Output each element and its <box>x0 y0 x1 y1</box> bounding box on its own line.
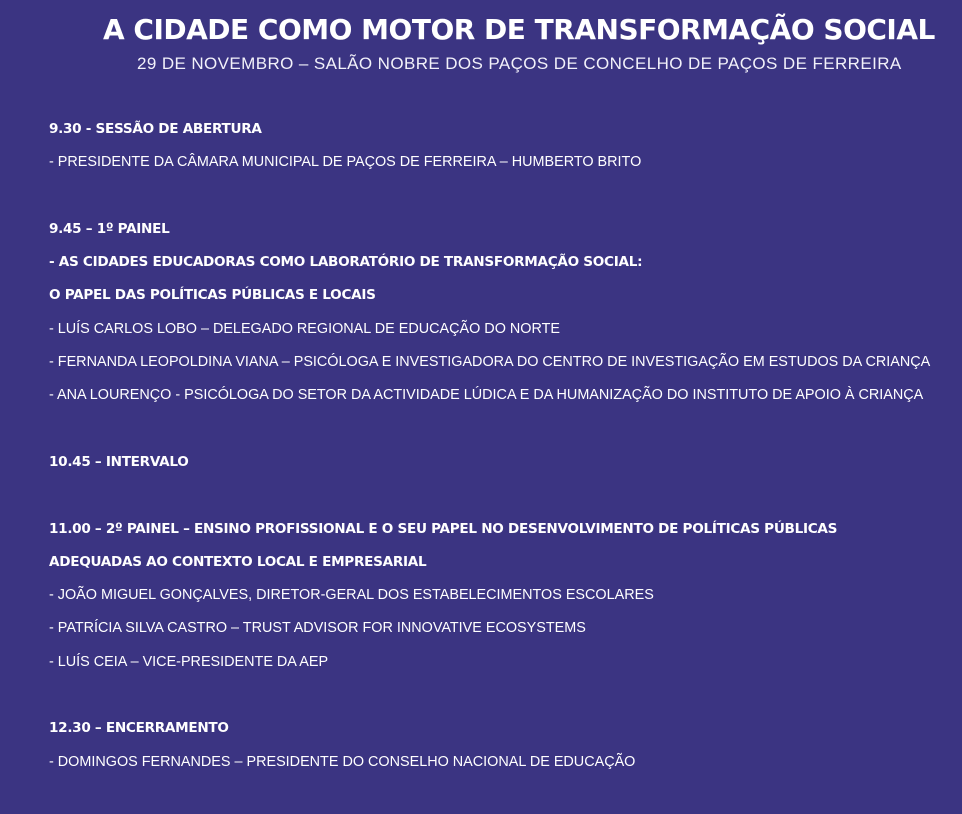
page-subtitle: 29 DE NOVEMBRO – SALÃO NOBRE DOS PAÇOS DE CONCELHO DE PAÇOS DE FERREIRA <box>137 54 902 73</box>
closing-heading: 12.30 – ENCERRAMENTO <box>49 720 229 737</box>
panel1-topic-line1: - AS CIDADES EDUCADORAS COMO LABORATÓRIO DE TRANSFORMAÇÃO SOCIAL: <box>49 254 643 271</box>
panel2-heading-line2: ADEQUADAS AO CONTEXTO LOCAL E EMPRESARIAL <box>49 553 427 570</box>
spacer <box>49 418 949 451</box>
panel1-heading: 9.45 – 1º PAINEL <box>49 220 170 237</box>
panel2-heading-line1: 11.00 – 2º PAINEL – ENSINO PROFISSIONAL E O SEU PAPEL NO DESENVOLVIMENTO DE POLÍTICAS PÚBLICAS <box>49 520 838 537</box>
spacer <box>49 185 949 218</box>
opening-heading: 9.30 - SESSÃO DE ABERTURA <box>49 121 262 137</box>
panel2-speaker: - PATRÍCIA SILVA CASTRO – TRUST ADVISOR FOR INNOVATIVE ECOSYSTEMS <box>49 620 586 637</box>
page-title: A CIDADE COMO MOTOR DE TRANSFORMAÇÃO SOCIAL <box>103 13 935 46</box>
panel1-speaker: - LUÍS CARLOS LOBO – DELEGADO REGIONAL DE EDUCAÇÃO DO NORTE <box>49 320 560 337</box>
panel2-speaker: - JOÃO MIGUEL GONÇALVES, DIRETOR-GERAL DOS ESTABELECIMENTOS ESCOLARES <box>49 587 654 604</box>
panel1-speaker: - FERNANDA LEOPOLDINA VIANA – PSICÓLOGA E INVESTIGADORA DO CENTRO DE INVESTIGAÇÃO EM ESTUDOS DA CRIANÇA <box>49 354 931 371</box>
break-heading: 10.45 – INTERVALO <box>49 453 189 470</box>
opening-speaker: - PRESIDENTE DA CÂMARA MUNICIPAL DE PAÇOS DE FERREIRA – HUMBERTO BRITO <box>49 154 642 171</box>
program-schedule <box>49 118 949 784</box>
panel1-topic-line2: O PAPEL DAS POLÍTICAS PÚBLICAS E LOCAIS <box>49 287 376 304</box>
panel2-speaker: - LUÍS CEIA – VICE-PRESIDENTE DA AEP <box>49 653 329 670</box>
spacer <box>49 484 949 517</box>
spacer <box>49 684 949 717</box>
closing-speaker: - DOMINGOS FERNANDES – PRESIDENTE DO CONSELHO NACIONAL DE EDUCAÇÃO <box>49 753 636 770</box>
panel1-speaker: - ANA LOURENÇO - PSICÓLOGA DO SETOR DA ACTIVIDADE LÚDICA E DA HUMANIZAÇÃO DO INSTITUTO DE APOIO À CRIANÇA <box>49 387 924 404</box>
